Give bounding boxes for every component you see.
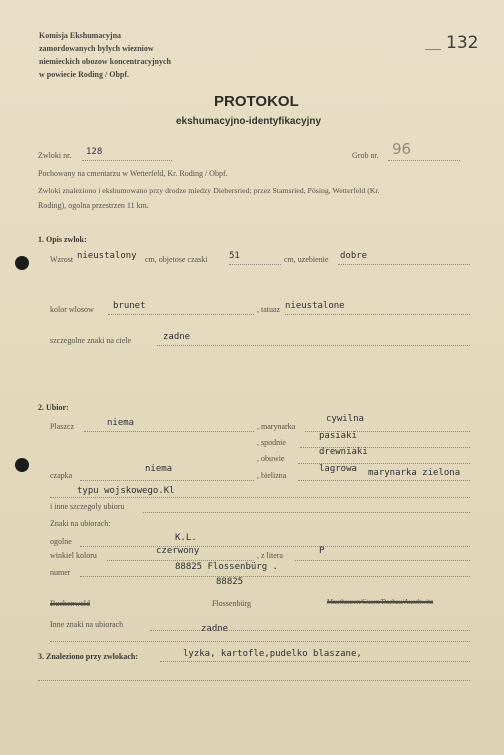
org-line-4: w powiecie Roding / Obpf. [39,70,130,79]
page-number: 132 [446,33,479,53]
section-3-heading: 3. Znaleziono przy zwlokach: [38,652,138,661]
marynarka-label: , marynarka [257,422,296,431]
winkiel-label: winkiel koloru [50,551,97,560]
spodnie-value: pasiaki [319,431,357,441]
typ-value: typu wojskowego.Kl [77,486,175,496]
kolor-label: kolor wlosow [50,305,94,314]
uzebienie-value: dobre [340,251,368,261]
wzrost-cm-label: cm, objetose czaski [145,255,208,264]
tatuaz-label: , tatuaz [257,305,281,314]
wzrost-value: nieustalony [77,251,137,261]
inne-znaki-label: Inne znaki na ubiorach [50,620,124,629]
bielizna-extra-value: marynarka zielona [368,468,461,478]
section-2-heading: 2. Ubior: [38,403,69,412]
section-1-heading: 1. Opis zwlok: [38,235,87,244]
znaki-cialo-label: szczegolne znaki na ciele [50,336,132,345]
org-line-3: niemieckich obozow koncentracyjnych [39,57,171,66]
obuwie-label: , obuwie [257,454,285,463]
intro-line-3: Roding), ogolna przestrzen 11 km. [38,201,149,210]
zwloki-label: Zwloki nr. [38,151,72,160]
spodnie-label: , spodnie [257,438,286,447]
znaki-cialo-value: zadne [163,332,191,342]
ogolne-label: ogolne [50,537,72,546]
bielizna-value: lagrowa [319,464,357,474]
plaszcz-label: Plaszcz [50,422,74,431]
winkiel-value: czerwony [156,546,200,556]
bielizna-label: , bielizna [257,471,287,480]
flossenburg-label: Flossenbürg [212,599,251,608]
page-number-dash [425,49,441,50]
uzebienie-label: cm, uzebienie [284,255,329,264]
inne-szczegoly-label: i inne szczegoly ubioru [50,502,125,511]
document-subtitle: ekshumacyjno-identyfikacyjny [176,116,322,127]
org-line-1: Komisja Ekshumacyjna [39,31,122,40]
grob-value: 96 [392,140,412,158]
org-line-2: zamordowanych bylych wiezniow [39,44,154,53]
numer-value-2: 88825 [216,577,244,587]
czapka-value: niema [145,464,173,474]
punch-hole-top [15,256,29,270]
litera-value: P [319,546,325,556]
plaszcz-value: niema [107,418,135,428]
other-camps-struck: Mauthausen/Gusen/Dachau/Auschwitz [327,599,434,606]
tatuaz-value: nieustalone [285,301,345,311]
wzrost-label: Wzrost [50,255,74,264]
ogolne-value: K.L. [175,533,197,543]
numer-label: numer [50,568,71,577]
punch-hole-bottom [15,458,29,472]
document-title: PROTOKOL [214,93,299,110]
czaska-value: 51 [229,251,240,261]
buchenwald-struck: Buchenwald [50,599,90,608]
litera-label: , z litera [257,551,283,560]
numer-value: 88825 Flossenbürg . [175,562,278,572]
grob-label: Grob nr. [352,151,379,160]
znaki-ubiorach-label: Znaki na ubiorach: [50,519,111,528]
zwloki-value: 128 [86,147,103,157]
found-items-value: lyzka, kartofle,pudelko blaszane, [183,649,362,659]
intro-line-2: Zwloki znaleziono i ekshumowano przy drodze miedzy Diebersried; przez Stamsried, Pösing, Wetterfeld (Kr. [38,186,380,195]
obuwie-value: drewniaki [319,447,368,457]
intro-line-1: Pochowany na cmentarzu w Wetterfeld, Kr. Roding / Obpf. [38,169,228,178]
czapka-label: czapka [50,471,73,480]
marynarka-value: cywilna [326,414,364,424]
inne-znaki-value: zadne [201,624,229,634]
kolor-value: brunet [113,301,146,311]
